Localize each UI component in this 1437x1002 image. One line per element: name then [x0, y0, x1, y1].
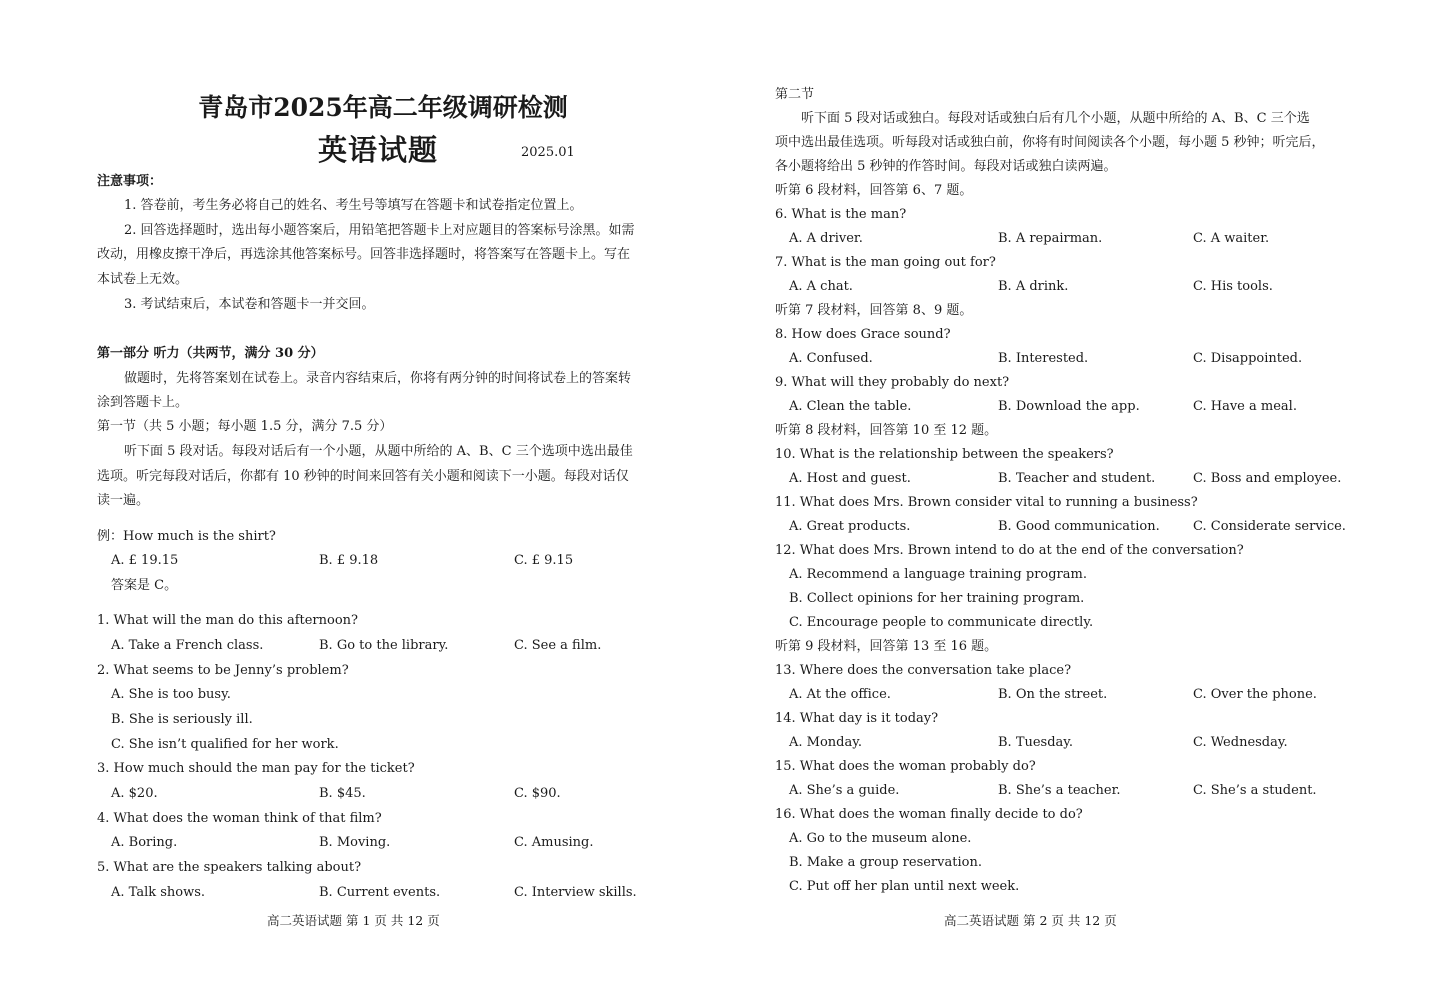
- q15-option-c: C. She’s a student.: [1193, 783, 1317, 798]
- q11-option-c: C. Considerate service.: [1193, 519, 1346, 534]
- notice-item-2: 2. 回答选择题时，选出每小题答案后，用铅笔把答题卡上对应题目的答案标号涂黑。如需: [124, 223, 635, 238]
- q12-option-a: A. Recommend a language training program.: [789, 567, 1087, 582]
- q9-option-a: A. Clean the table.: [789, 399, 912, 414]
- q1-option-c: C. See a film.: [514, 638, 602, 653]
- material-7-instruction: 听第 7 段材料，回答第 8、9 题。: [775, 303, 973, 318]
- q10-option-b: B. Teacher and student.: [998, 471, 1156, 486]
- q16-option-b: B. Make a group reservation.: [789, 855, 982, 870]
- q13-option-a: A. At the office.: [789, 687, 891, 702]
- question-8: 8. How does Grace sound?: [775, 327, 951, 342]
- question-3: 3. How much should the man pay for the ticket?: [97, 761, 415, 776]
- section2-intro-cont: 各小题将给出 5 秒钟的作答时间。每段对话或独白读两遍。: [775, 159, 1117, 174]
- notice-item-2-cont: 本试卷上无效。: [97, 272, 189, 287]
- q9-option-b: B. Download the app.: [998, 399, 1140, 414]
- exam-page-1: [0, 0, 718, 1002]
- q15-option-b: B. She’s a teacher.: [998, 783, 1121, 798]
- section2-intro-cont: 项中选出最佳选项。听每段对话或独白前，你将有时间阅读各个小题，每小题 5 秒钟；听完后，: [775, 135, 1325, 150]
- section2-intro: 听下面 5 段对话或独白。每段对话或独白后有几个小题，从题中所给的 A、B、C 三个选: [801, 111, 1310, 126]
- page-footer: 高二英语试题 第 2 页 共 12 页: [944, 913, 1117, 928]
- material-6-instruction: 听第 6 段材料，回答第 6、7 题。: [775, 183, 973, 198]
- q9-option-c: C. Have a meal.: [1193, 399, 1297, 414]
- q11-option-a: A. Great products.: [789, 519, 911, 534]
- example-question: 例：How much is the shirt?: [97, 529, 276, 544]
- question-15: 15. What does the woman probably do?: [775, 759, 1036, 774]
- q13-option-b: B. On the street.: [998, 687, 1108, 702]
- page-footer: 高二英语试题 第 1 页 共 12 页: [267, 913, 440, 928]
- q16-option-c: C. Put off her plan until next week.: [789, 879, 1020, 894]
- q2-option-b: B. She is seriously ill.: [111, 712, 253, 727]
- q5-option-a: A. Talk shows.: [111, 885, 206, 900]
- section1-intro: 听下面 5 段对话。每段对话后有一个小题，从题中所给的 A、B、C 三个选项中选出最佳: [124, 444, 633, 459]
- example-answer: 答案是 C。: [111, 578, 178, 593]
- q1-option-a: A. Take a French class.: [111, 638, 264, 653]
- exam-title: 青岛市2025年高二年级调研检测: [198, 93, 568, 122]
- exam-date: 2025.01: [521, 145, 575, 160]
- question-7: 7. What is the man going out for?: [775, 255, 996, 270]
- material-9-instruction: 听第 9 段材料，回答第 13 至 16 题。: [775, 639, 998, 654]
- question-5: 5. What are the speakers talking about?: [97, 860, 362, 875]
- example-option-a: A. £ 19.15: [111, 553, 179, 568]
- question-4: 4. What does the woman think of that film?: [97, 811, 382, 826]
- exam-subject-title: 英语试题: [317, 133, 438, 167]
- q12-option-b: B. Collect opinions for her training program.: [789, 591, 1085, 606]
- exam-page-2: [718, 0, 1437, 1002]
- q4-option-a: A. Boring.: [111, 835, 178, 850]
- question-13: 13. Where does the conversation take place?: [775, 663, 1072, 678]
- notice-item-3: 3. 考试结束后，本试卷和答题卡一并交回。: [124, 297, 375, 312]
- question-6: 6. What is the man?: [775, 207, 907, 222]
- q2-option-a: A. She is too busy.: [111, 687, 231, 702]
- q16-option-a: A. Go to the museum alone.: [789, 831, 972, 846]
- part1-intro: 做题时，先将答案划在试卷上。录音内容结束后，你将有两分钟的时间将试卷上的答案转: [124, 371, 632, 386]
- question-9: 9. What will they probably do next?: [775, 375, 1010, 390]
- notice-item-1: 1. 答卷前，考生务必将自己的姓名、考生号等填写在答题卡和试卷指定位置上。: [124, 198, 583, 213]
- q5-option-b: B. Current events.: [319, 885, 441, 900]
- q3-option-c: C. $90.: [514, 786, 561, 801]
- q7-option-a: A. A chat.: [789, 279, 853, 294]
- q7-option-b: B. A drink.: [998, 279, 1069, 294]
- q6-option-b: B. A repairman.: [998, 231, 1103, 246]
- part1-heading: 第一部分 听力（共两节，满分 30 分）: [97, 346, 324, 361]
- question-10: 10. What is the relationship between the speakers?: [775, 447, 1114, 462]
- q12-option-c: C. Encourage people to communicate directly.: [789, 615, 1094, 630]
- question-1: 1. What will the man do this afternoon?: [97, 613, 359, 628]
- q14-option-c: C. Wednesday.: [1193, 735, 1288, 750]
- notice-item-2-cont: 改动，用橡皮擦干净后，再选涂其他答案标号。回答非选择题时，将答案写在答题卡上。写在: [97, 247, 631, 262]
- q4-option-c: C. Amusing.: [514, 835, 594, 850]
- q4-option-b: B. Moving.: [319, 835, 391, 850]
- q1-option-b: B. Go to the library.: [319, 638, 449, 653]
- part1-intro-cont: 涂到答题卡上。: [97, 395, 189, 410]
- q10-option-c: C. Boss and employee.: [1193, 471, 1342, 486]
- question-2: 2. What seems to be Jenny’s problem?: [97, 663, 349, 678]
- q3-option-a: A. $20.: [111, 786, 158, 801]
- q14-option-b: B. Tuesday.: [998, 735, 1074, 750]
- section1-intro-cont: 读一遍。: [97, 493, 150, 508]
- q7-option-c: C. His tools.: [1193, 279, 1273, 294]
- section2-heading: 第二节: [775, 87, 815, 102]
- question-12: 12. What does Mrs. Brown intend to do at the end of the conversation?: [775, 543, 1244, 558]
- section1-intro-cont: 选项。听完每段对话后，你都有 10 秒钟的时间来回答有关小题和阅读下一小题。每段对话仅: [97, 469, 629, 484]
- example-option-c: C. £ 9.15: [514, 553, 574, 568]
- notice-heading: 注意事项：: [97, 174, 163, 189]
- q6-option-c: C. A waiter.: [1193, 231, 1270, 246]
- q5-option-c: C. Interview skills.: [514, 885, 637, 900]
- section1-heading: 第一节（共 5 小题；每小题 1.5 分，满分 7.5 分）: [97, 419, 393, 434]
- q6-option-a: A. A driver.: [789, 231, 863, 246]
- q8-option-a: A. Confused.: [789, 351, 873, 366]
- q11-option-b: B. Good communication.: [998, 519, 1160, 534]
- question-14: 14. What day is it today?: [775, 711, 939, 726]
- q2-option-c: C. She isn’t qualified for her work.: [111, 737, 339, 752]
- q13-option-c: C. Over the phone.: [1193, 687, 1317, 702]
- question-11: 11. What does Mrs. Brown consider vital to running a business?: [775, 495, 1198, 510]
- example-option-b: B. £ 9.18: [319, 553, 379, 568]
- q8-option-c: C. Disappointed.: [1193, 351, 1303, 366]
- q8-option-b: B. Interested.: [998, 351, 1089, 366]
- q14-option-a: A. Monday.: [789, 735, 862, 750]
- q15-option-a: A. She’s a guide.: [789, 783, 900, 798]
- question-16: 16. What does the woman finally decide to do?: [775, 807, 1083, 822]
- material-8-instruction: 听第 8 段材料，回答第 10 至 12 题。: [775, 423, 998, 438]
- q3-option-b: B. $45.: [319, 786, 366, 801]
- q10-option-a: A. Host and guest.: [789, 471, 911, 486]
